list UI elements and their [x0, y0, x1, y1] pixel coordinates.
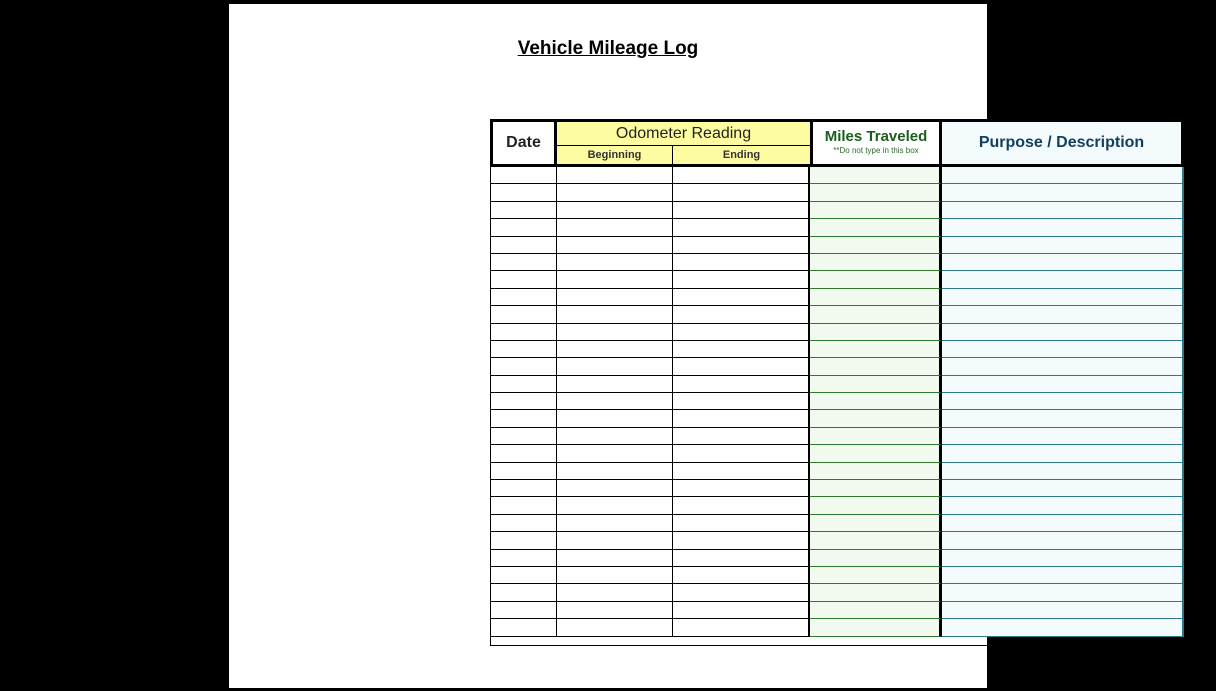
beginning-cell[interactable]: [557, 463, 673, 480]
ending-cell[interactable]: [673, 271, 810, 288]
header-miles-note: **Do not type in this box: [833, 146, 919, 155]
date-cell[interactable]: [491, 271, 557, 288]
header-miles-traveled: [810, 119, 942, 167]
date-cell[interactable]: [491, 202, 557, 219]
ending-cell[interactable]: [673, 410, 810, 427]
beginning-cell[interactable]: [557, 393, 673, 410]
purpose-cell[interactable]: [942, 428, 1184, 445]
beginning-cell[interactable]: [557, 567, 673, 584]
miles-cell: [810, 410, 942, 427]
beginning-cell[interactable]: [557, 306, 673, 323]
mileage-log-table: [490, 119, 1184, 646]
date-cell[interactable]: [491, 237, 557, 254]
purpose-cell[interactable]: [942, 219, 1184, 236]
purpose-cell[interactable]: [942, 376, 1184, 393]
miles-cell: [810, 584, 942, 601]
date-cell[interactable]: [491, 463, 557, 480]
ending-cell[interactable]: [673, 445, 810, 462]
table-row: [491, 532, 1184, 549]
purpose-cell[interactable]: [942, 167, 1184, 184]
table-row: [491, 463, 1184, 480]
purpose-cell[interactable]: [942, 463, 1184, 480]
beginning-cell[interactable]: [557, 184, 673, 201]
table-row: [491, 602, 1184, 619]
ending-cell[interactable]: [673, 324, 810, 341]
date-cell[interactable]: [491, 497, 557, 514]
date-cell[interactable]: [491, 515, 557, 532]
miles-cell: [810, 237, 942, 254]
table-row: [491, 254, 1184, 271]
page-title: Vehicle Mileage Log: [517, 38, 699, 59]
table-row: [491, 219, 1184, 236]
ending-cell[interactable]: [673, 202, 810, 219]
table-row: [491, 167, 1184, 184]
header-date: Date: [490, 119, 557, 167]
beginning-cell[interactable]: [557, 584, 673, 601]
table-row: [491, 497, 1184, 514]
purpose-cell[interactable]: [942, 619, 1184, 636]
miles-cell: [810, 341, 942, 358]
beginning-cell[interactable]: [557, 532, 673, 549]
log-page: [229, 4, 1145, 688]
table-row: [491, 619, 1184, 636]
table-row: [491, 410, 1184, 427]
miles-cell: [810, 532, 942, 549]
beginning-cell[interactable]: [557, 341, 673, 358]
purpose-cell[interactable]: [942, 184, 1184, 201]
beginning-cell[interactable]: [557, 497, 673, 514]
miles-cell: [810, 167, 942, 184]
date-cell[interactable]: [491, 254, 557, 271]
ending-cell[interactable]: [673, 532, 810, 549]
ending-cell[interactable]: [673, 358, 810, 375]
table-row: [491, 393, 1184, 410]
miles-cell: [810, 497, 942, 514]
ending-cell[interactable]: [673, 289, 810, 306]
miles-cell: [810, 393, 942, 410]
ending-cell[interactable]: [673, 463, 810, 480]
table-row: [491, 341, 1184, 358]
miles-cell: [810, 463, 942, 480]
beginning-cell[interactable]: [557, 324, 673, 341]
date-cell[interactable]: [491, 428, 557, 445]
beginning-cell[interactable]: [557, 167, 673, 184]
purpose-cell[interactable]: [942, 254, 1184, 271]
ending-cell[interactable]: [673, 376, 810, 393]
purpose-cell[interactable]: [942, 515, 1184, 532]
miles-cell: [810, 324, 942, 341]
table-row: [491, 237, 1184, 254]
log-rows: [490, 167, 1184, 646]
purpose-cell[interactable]: [942, 532, 1184, 549]
table-row: [491, 480, 1184, 497]
beginning-cell[interactable]: [557, 289, 673, 306]
date-cell[interactable]: [491, 567, 557, 584]
miles-cell: [810, 184, 942, 201]
date-cell[interactable]: [491, 410, 557, 427]
table-row: [491, 289, 1184, 306]
date-cell[interactable]: [491, 167, 557, 184]
beginning-cell[interactable]: [557, 219, 673, 236]
table-row: [491, 358, 1184, 375]
miles-cell: [810, 602, 942, 619]
miles-cell: [810, 202, 942, 219]
purpose-cell[interactable]: [942, 410, 1184, 427]
purpose-cell[interactable]: [942, 341, 1184, 358]
ending-cell[interactable]: [673, 184, 810, 201]
table-row: [491, 376, 1184, 393]
purpose-cell[interactable]: [942, 237, 1184, 254]
ending-cell[interactable]: [673, 237, 810, 254]
table-row: [491, 584, 1184, 601]
ending-cell[interactable]: [673, 584, 810, 601]
beginning-cell[interactable]: [557, 358, 673, 375]
miles-cell: [810, 271, 942, 288]
ending-cell[interactable]: [673, 567, 810, 584]
header-odometer: [557, 119, 810, 167]
date-cell[interactable]: [491, 480, 557, 497]
date-cell[interactable]: [491, 393, 557, 410]
miles-cell: [810, 445, 942, 462]
miles-cell: [810, 567, 942, 584]
purpose-cell[interactable]: [942, 289, 1184, 306]
beginning-cell[interactable]: [557, 237, 673, 254]
beginning-cell[interactable]: [557, 515, 673, 532]
ending-cell[interactable]: [673, 341, 810, 358]
miles-cell: [810, 480, 942, 497]
date-cell[interactable]: [491, 619, 557, 636]
ending-cell[interactable]: [673, 428, 810, 445]
header-purpose: Purpose / Description: [942, 119, 1184, 167]
purpose-cell[interactable]: [942, 202, 1184, 219]
ending-cell[interactable]: [673, 550, 810, 567]
ending-cell[interactable]: [673, 219, 810, 236]
miles-cell: [810, 306, 942, 323]
miles-cell: [810, 376, 942, 393]
header-beginning: Beginning: [557, 146, 673, 164]
table-row: [491, 445, 1184, 462]
purpose-cell[interactable]: [942, 584, 1184, 601]
ending-cell[interactable]: [673, 254, 810, 271]
ending-cell[interactable]: [673, 497, 810, 514]
ending-cell[interactable]: [673, 393, 810, 410]
miles-cell: [810, 289, 942, 306]
miles-cell: [810, 550, 942, 567]
ending-cell[interactable]: [673, 619, 810, 636]
ending-cell[interactable]: [673, 306, 810, 323]
miles-cell: [810, 619, 942, 636]
purpose-cell[interactable]: [942, 271, 1184, 288]
purpose-cell[interactable]: [942, 445, 1184, 462]
beginning-cell[interactable]: [557, 428, 673, 445]
beginning-cell[interactable]: [557, 619, 673, 636]
purpose-cell[interactable]: [942, 550, 1184, 567]
table-row: [491, 184, 1184, 201]
beginning-cell[interactable]: [557, 410, 673, 427]
beginning-cell[interactable]: [557, 202, 673, 219]
table-row: [491, 324, 1184, 341]
date-cell[interactable]: [491, 376, 557, 393]
header-odometer-label: Odometer Reading: [557, 122, 810, 146]
date-cell[interactable]: [491, 341, 557, 358]
date-cell[interactable]: [491, 219, 557, 236]
table-row: [491, 202, 1184, 219]
ending-cell[interactable]: [673, 480, 810, 497]
header-ending: Ending: [722, 149, 761, 161]
purpose-cell[interactable]: [942, 567, 1184, 584]
table-row: [491, 271, 1184, 288]
table-row: [491, 428, 1184, 445]
beginning-cell[interactable]: [557, 376, 673, 393]
beginning-cell[interactable]: [557, 445, 673, 462]
purpose-cell[interactable]: [942, 497, 1184, 514]
date-cell[interactable]: [491, 324, 557, 341]
date-cell[interactable]: [491, 445, 557, 462]
beginning-cell[interactable]: [557, 480, 673, 497]
date-cell[interactable]: [491, 184, 557, 201]
ending-cell[interactable]: [673, 602, 810, 619]
miles-cell: [810, 428, 942, 445]
beginning-cell[interactable]: [557, 550, 673, 567]
date-cell[interactable]: [491, 532, 557, 549]
purpose-cell[interactable]: [942, 602, 1184, 619]
miles-cell: [810, 219, 942, 236]
date-cell[interactable]: [491, 550, 557, 567]
purpose-cell[interactable]: [942, 324, 1184, 341]
table-row: [491, 567, 1184, 584]
header-miles-label: Miles Traveled: [824, 128, 928, 145]
beginning-cell[interactable]: [557, 602, 673, 619]
table-row: [491, 550, 1184, 567]
ending-cell[interactable]: [673, 515, 810, 532]
purpose-cell[interactable]: [942, 393, 1184, 410]
date-cell[interactable]: [491, 289, 557, 306]
purpose-cell[interactable]: [942, 480, 1184, 497]
miles-cell: [810, 254, 942, 271]
purpose-cell[interactable]: [942, 306, 1184, 323]
table-row: [491, 515, 1184, 532]
beginning-cell[interactable]: [557, 271, 673, 288]
beginning-cell[interactable]: [557, 254, 673, 271]
purpose-cell[interactable]: [942, 358, 1184, 375]
date-cell[interactable]: [491, 358, 557, 375]
date-cell[interactable]: [491, 306, 557, 323]
ending-cell[interactable]: [673, 167, 810, 184]
date-cell[interactable]: [491, 584, 557, 601]
miles-cell: [810, 515, 942, 532]
miles-cell: [810, 358, 942, 375]
date-cell[interactable]: [491, 602, 557, 619]
table-row: [491, 306, 1184, 323]
